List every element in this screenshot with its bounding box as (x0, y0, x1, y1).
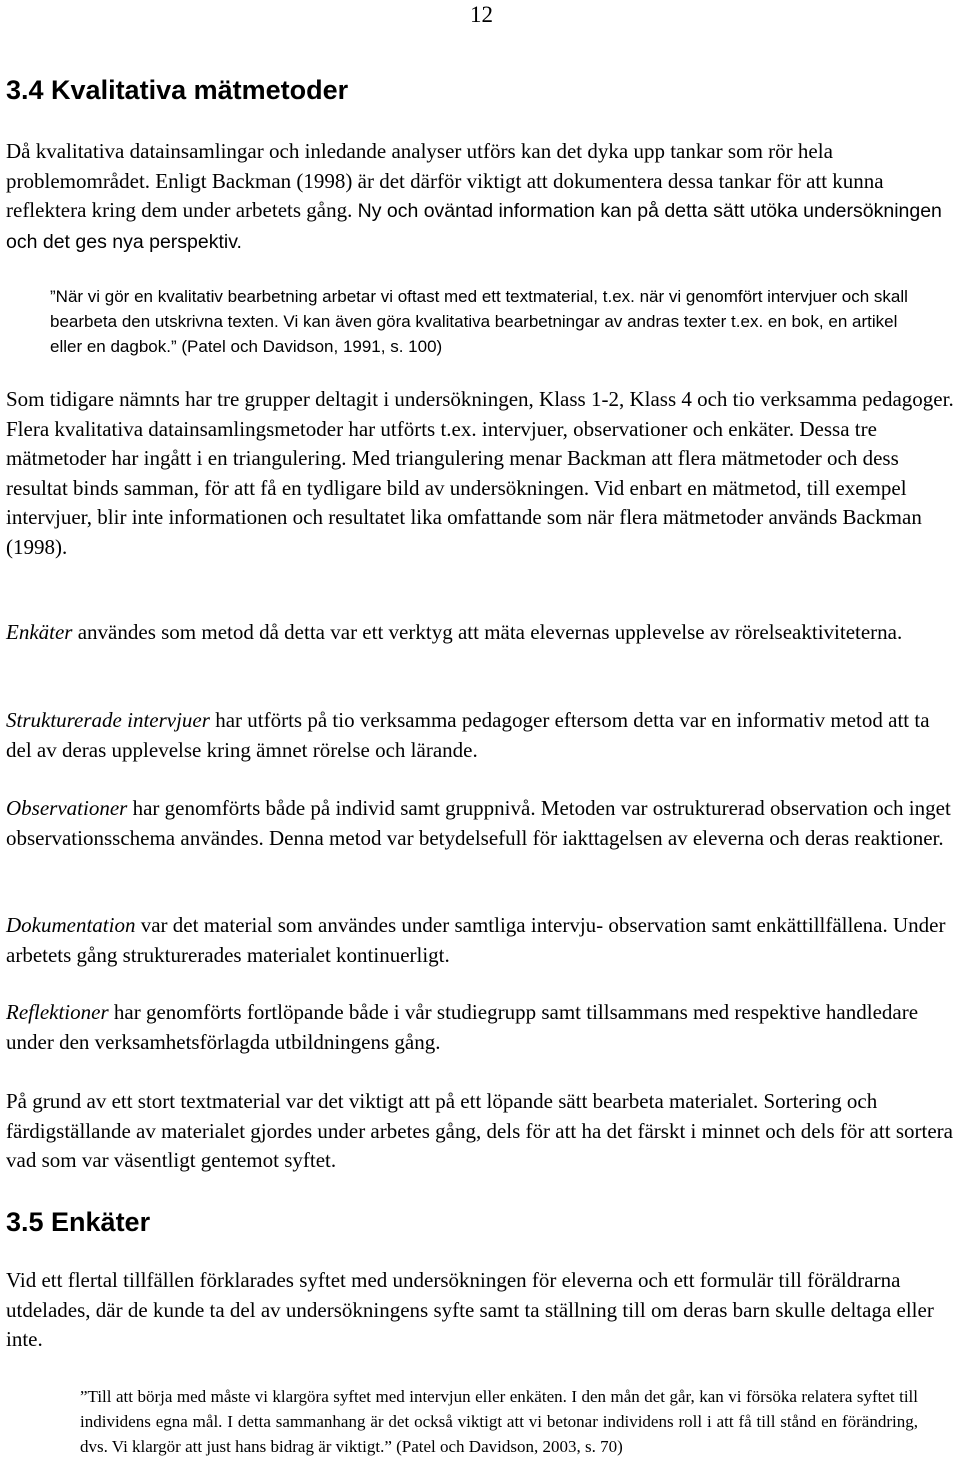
page-number: 12 (470, 2, 493, 27)
section-heading-3-4: 3.4 Kvalitativa mätmetoder (6, 75, 349, 105)
term-enkater: Enkäter (6, 620, 73, 644)
quote-citation: (Patel och Davidson, 1991, s. 100) (176, 337, 443, 356)
intro-serif-text: Då kvalitativa datainsamlingar och inledande analyser utförs kan det dyka upp tankar som rör hela problemområdet. Enligt Backman (1998) är det därför viktigt att dokumentera dessa tankar för att kunna reflektera kring dem under arbetets gång. (6, 139, 884, 223)
term-reflektioner: Reflektioner (6, 1000, 109, 1024)
paragraph-groups: Som tidigare nämnts har tre grupper deltagit i undersökningen, Klass 1-2, Klass 4 och tio verksamma pedagoger. Flera kvalitativa datainsamlingsmetoder har utförts t.ex. intervjuer, observationer och enkäter. Dessa tre mätmetoder har ingått i en triangulering. Med triangulering menar Backman att flera mätmetoder och dess resultat binds samman, för att få en tydligare bild av undersökningen. Vid enbart en mätmetod, till exempel intervjuer, blir inte informationen och resultatet lika omfattande som när flera mätmetoder används Backman (1998). (6, 387, 954, 559)
intervjuer-text: har utförts på tio verksamma pedagoger eftersom detta var en informativ metod att ta del av deras upplevelse kring ämnet rörelse och lärande. (6, 708, 930, 762)
intro-sans-text: Ny och oväntad information kan på detta sätt utöka undersökningen och det ges nya perspektiv. (6, 200, 942, 253)
paragraph-textmaterial: På grund av ett stort textmaterial var det viktigt att på ett löpande sätt bearbeta materialet. Sortering och färdigställande av materialet gjordes under arbetes gång, dels för att ha det färskt i minnet och dels för att sortera vad som var väsentligt gentemot syftet. (6, 1089, 953, 1173)
paragraph-observationer (6, 794, 958, 853)
reflektioner-text: har genomförts fortlöpande både i vår studiegrupp samt tillsammans med respektive handledare under den verksamhetsförlagda utbildningens gång. (6, 1000, 919, 1054)
observationer-text: har genomförts både på individ samt gruppnivå. Metoden var ostrukturerad observation och inget observationsschema användes. Denna metod var betydelsefull för iakttagelsen av eleverna och deras reaktioner. (6, 796, 951, 850)
dokumentation-text: var det material som användes under samtliga intervju- observation samt enkättillfällena. Under arbetets gång strukturerades materialet kontinuerligt. (6, 913, 946, 967)
paragraph-reflektioner (6, 998, 958, 1057)
enkater-text: användes som metod då detta var ett verktyg att mäta elevernas upplevelse av rörelseaktiviteterna. (72, 620, 903, 644)
term-observationer: Observationer (6, 796, 128, 820)
block-quote-patel-2003: ”Till att börja med måste vi klargöra syftet med intervjun eller enkäten. I den mån det går, kan vi försöka relatera syftet till individens egna mål. I detta sammanhang är det också viktigt att vi betonar individens roll i att få till stånd en förändring, dvs. Vi klargör att just hans bidrag är viktigt.” (Patel och Davidson, 2003, s. 70) (80, 1387, 918, 1456)
block-quote-patel-1991 (50, 284, 920, 359)
term-strukturerade-intervjuer: Strukturerade intervjuer (6, 708, 210, 732)
paragraph-enkater (6, 618, 958, 648)
paragraph-intro (6, 137, 958, 257)
term-dokumentation: Dokumentation (6, 913, 136, 937)
section-heading-3-5: 3.5 Enkäter (6, 1207, 151, 1237)
paragraph-enkater-intro: Vid ett flertal tillfällen förklarades syftet med undersökningen för eleverna och ett formulär till föräldrarna utdelades, där de kunde ta del av undersökningens syfte samt ta ställning till om deras barn skulle deltaga eller inte. (6, 1268, 934, 1352)
paragraph-dokumentation (6, 911, 958, 970)
paragraph-intervjuer (6, 706, 958, 765)
quote-text: ”När vi gör en kvalitativ bearbetning arbetar vi oftast med ett textmaterial, t.ex. när vi genomfört intervjuer och skall bearbeta den utskrivna texten. Vi kan även göra kvalitativa bearbetningar av andras texter t.ex. en bok, en artikel eller en dagbok.” (50, 287, 908, 356)
